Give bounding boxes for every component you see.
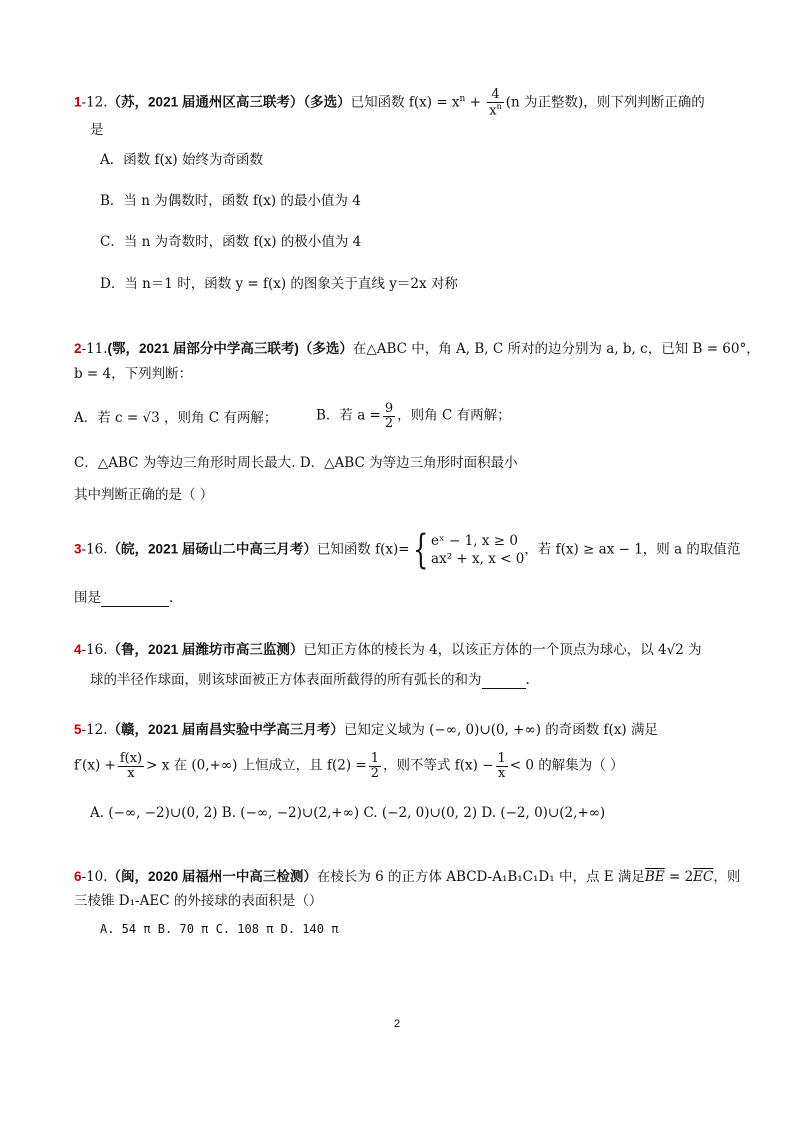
question-2-stem-cont: b = 4，下列判断： [74,366,193,382]
question-2-tail: 其中判断正确的是（ ） [74,487,214,503]
question-source: （鲁，2021 届潍坊市高三监测） [107,642,304,657]
question-4-stem-cont: 球的半径作球面，则该球面被正方体表面所截得的所有弧长的和为 . [90,672,530,688]
question-2-option-a: A．若 c = √3 ，则角 C 有两解； [74,410,278,426]
left-brace: { [412,527,428,573]
fraction: $\frac{1}{x}$ [497,751,506,781]
question-1-option-d: D．当 n＝1 时，函数 y = f(x) 的图象关于直线 y＝2x 对称 [100,276,458,292]
question-1-option-b: B．当 n 为偶数时，函数 f(x) 的最小值为 4 [100,193,361,209]
question-number: 3 [74,541,82,557]
question-5-stem: 5-12.（赣，2021 届南昌实验中学高三月考）已知定义域为 (−∞, 0)∪(0, +∞) 的奇函数 f(x) 满足 [74,722,658,738]
question-number: 1 [74,94,82,110]
question-4-stem: 4-16.（鲁，2021 届潍坊市高三监测）已知正方体的棱长为 4，以该正方体的一个顶点为球心，以 4√2 为 [74,642,702,658]
question-1-option-c: C．当 n 为奇数时，函数 f(x) 的极小值为 4 [100,234,362,250]
question-6-stem: 6-10.（闽，2020 届福州一中高三检测）在棱长为 6 的正方体 ABCD-A₁B₁C₁D₁ 中，点 E 满足$\overline{BE} = 2\overline{EC}$，则 [74,869,741,885]
question-5-stem-cont: f′(x) + $\frac{f(x)}{x}$ > x 在 (0,+∞) 上恒成立，且 f(2) = $\frac{1}{2}$ ，则不等式 f(x) − $\frac{1}{x}$ < 0 的解集为（ ） [74,751,624,781]
fraction: $\frac{4}{x^n}$ [489,87,502,118]
question-source: （苏，2021 届通州区高三联考）（多选） [107,94,351,110]
question-2-options-cd: C．△ABC 为等边三角形时周长最大. D．△ABC 为等边三角形时面积最小 [74,455,518,471]
question-source: （赣，2021 届南昌实验中学高三月考） [107,722,344,737]
question-1-stem: 1-12.（苏，2021 届通州区高三联考）（多选）已知函数 $f(x) = x^n$ + $\frac{4}{x^n}$ (n 为正整数)，则下列判断正确的 [74,87,705,118]
question-source: （闽，2020 届福州一中高三检测） [107,869,317,884]
fraction: $\frac{9}{2}$ [384,401,394,431]
question-1-stem-cont: 是 [90,122,104,138]
question-6-options: A. 54 π B. 70 π C. 108 π D. 140 π [100,922,339,936]
question-source: （皖，2021 届砀山二中高三月考） [107,541,317,557]
question-1-option-a: A．函数 f(x) 始终为奇函数 [100,152,263,168]
question-number: 4 [74,642,82,657]
page-number: 2 [393,1018,401,1030]
question-2-stem: 2-11.(鄂，2021 届部分中学高三联考)（多选）在△ABC 中，角 A, B, C 所对的边分别为 a, b, c，已知 B = 60°， [74,341,760,357]
answer-blank [482,672,526,689]
question-number: 6 [74,869,82,884]
question-3-stem: 3-16.（皖，2021 届砀山二中高三月考）已知函数 f(x)={ eˣ − 1, x ≥ 0 ax² + x, x < 0 ，若 f(x) ≥ ax − 1，则 a 的取值范 [74,527,741,573]
question-2-option-b: B．若 a = $\frac{9}{2}$ ，则角 C 有两解； [316,401,511,431]
fraction: $\frac{f(x)}{x}$ [119,751,143,781]
question-3-stem-cont: 围是 . [74,590,174,606]
question-source: (鄂，2021 届部分中学高三联考)（多选） [107,341,353,356]
piecewise-cases: eˣ − 1, x ≥ 0 ax² + x, x < 0 [431,532,525,567]
question-5-options: A. (−∞, −2)∪(0, 2) B. (−∞, −2)∪(2,+∞) C. (−2, 0)∪(0, 2) D. (−2, 0)∪(2,+∞) [90,805,606,821]
answer-blank [101,590,169,607]
fraction: $\frac{1}{2}$ [370,751,379,781]
question-6-stem-cont: 三棱锥 D₁-AEC 的外接球的表面积是（） [74,893,323,909]
question-number: 5 [74,722,82,737]
question-number: 2 [74,341,82,356]
